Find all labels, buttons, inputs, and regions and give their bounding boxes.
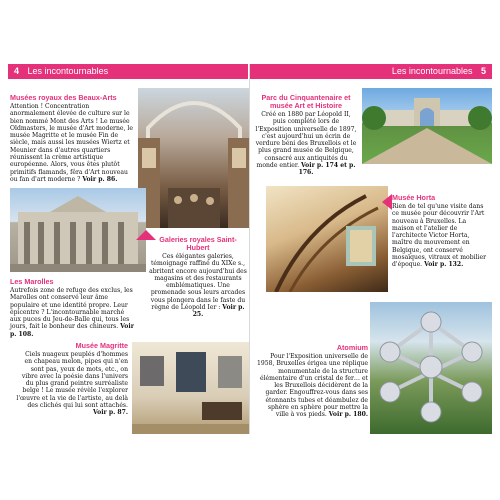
section-text: Créé en 1880 par Léopold II, puis complété lors de l'Exposition universelle de 1897, c'est aujourd'hui un écrin de verdure béni des Bruxellois et le plus grand musée de Belgique, consacré aux antiquités du monde entier. (255, 111, 357, 170)
page-reference: Voir p. 174 et p. 176. (298, 162, 356, 177)
page-reference: Voir p. 132. (424, 261, 464, 269)
section-text: Ces élégantes galeries, témoignage raffiné du XIXe s., abritent encore aujourd'hui des magasins et des restaurants emblématiques. Une promenade sous leurs arcades vous plongera dans le faste du règne de Léopold Ier : (149, 253, 247, 312)
section-text: Pour l'Exposition universelle de 1958, Bruxelles érigea une réplique monumentale de la structure élémentaire d'un cristal de fer… et les Bruxellois décidèrent de la garder. Engouffrez-vous dans ses étonnants tubes et déambulez de sphère en sphère pour mettre la ville à vos pieds. (257, 353, 368, 419)
page-reference: Voir p. 87. (93, 409, 128, 417)
right-page-header (250, 64, 492, 79)
section-cinquantenaire (254, 94, 358, 177)
section-horta (392, 194, 490, 269)
section-beaux-arts (10, 94, 134, 183)
left-header-title: Les incontournables (27, 66, 109, 76)
section-title: Musées royaux des Beaux-Arts (10, 93, 117, 102)
section-title: Galeries royales Saint-Hubert (159, 235, 237, 252)
section-title: Musée Horta (392, 193, 436, 202)
section-title: Parc du Cinquantenaire et musée Art et Histoire (261, 93, 351, 110)
section-text: Autrefois zone de refuge des exclus, les Marolles ont conservé leur âme populaire et une identité propre. Leur épicentre ? L'incontournable marché aux puces du Jeu-de-Balle qui, tous les jours, fait le bonheur des chineurs. (10, 287, 133, 331)
cinquantenaire-photo (362, 88, 492, 164)
callout-arrow (382, 194, 392, 210)
atomium-photo (370, 302, 492, 434)
page-reference: Voir p. 108. (10, 323, 134, 338)
page-reference: Voir p. 86. (82, 175, 118, 183)
section-text: Rien de tel qu'une visite dans ce musée pour découvrir l'Art nouveau à Bruxelles. La maison et l'atelier de l'architecte Victor Horta, maître du mouvement en Belgique, ont conservé mosaïques, vitraux et mobilier d'époque. (392, 203, 486, 269)
section-marolles (10, 278, 134, 338)
section-galeries (148, 236, 248, 319)
left-page-header (8, 64, 248, 79)
left-page-number: 4 (14, 66, 20, 76)
beaux-arts-photo (10, 188, 146, 272)
page-reference: Voir p. 180. (328, 411, 368, 419)
horta-photo (266, 186, 388, 292)
section-title: Atomium (336, 343, 368, 352)
page-reference: Voir p. 25. (192, 304, 245, 319)
section-atomium (254, 344, 368, 419)
left-page (8, 64, 250, 434)
callout-arrow (136, 230, 156, 240)
section-magritte (16, 342, 128, 417)
right-page-number: 5 (480, 66, 486, 76)
section-title: Musée Magritte (75, 341, 128, 350)
section-title: Les Marolles (10, 277, 54, 286)
right-header-title: Les incontournables (391, 66, 473, 76)
galeries-photo (138, 88, 250, 228)
section-text: Attention ! Concentration anormalement élevée de culture sur le bien nommé Mont des Arts ! Le musée Oldmasters, le musée d'Art moderne, le musée Magritte et le musée Fin de siècle, mais aussi les musées Wiertz et Meunier dans d'autres quartiers réunissent la crème artistique européenne. Alors, vous êtes plutôt primitifs flamands, fêra d'Art nouveau ou fan d'art moderne ? (10, 103, 133, 183)
section-text: Ciels nuageux peuplés d'hommes en chapeau melon, pipes qui n'en sont pas, yeux de mots, etc., on vibre avec la poésie dans l'univers du plus grand peintre surréaliste belge ! Le musée révèle l'explorer l'œuvre et la vie de l'artiste, au delà des clichés qui lui sont attachés. (16, 351, 128, 410)
right-page (250, 64, 492, 434)
magritte-photo (132, 342, 250, 434)
